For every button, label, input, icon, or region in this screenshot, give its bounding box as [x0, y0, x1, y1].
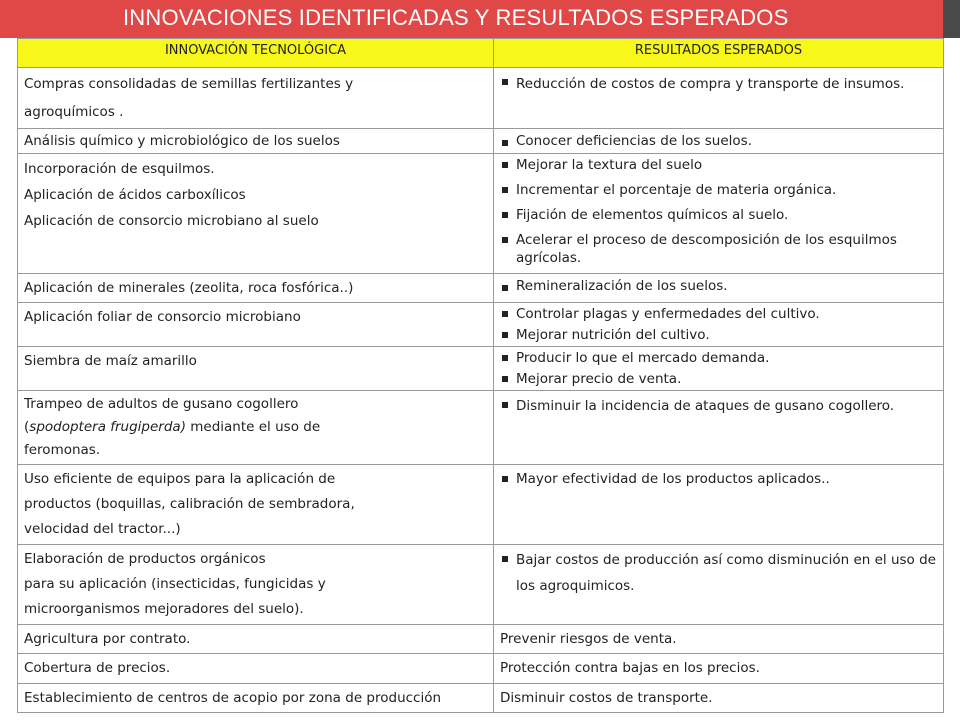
- table-row: [18, 391, 944, 465]
- innovation-cell: [18, 545, 494, 625]
- results-cell: Prevenir riesgos de venta.: [494, 625, 944, 654]
- innovation-line: feromonas.: [24, 442, 101, 458]
- result-item: Controlar plagas y enfermedades del cultivo.: [500, 305, 937, 323]
- innovation-cell: [18, 274, 494, 303]
- table-row: [18, 545, 944, 625]
- innovation-line: Incorporación de esquilmos.: [24, 161, 215, 177]
- innovation-line: velocidad del tractor...): [24, 521, 181, 537]
- innovation-text: mediante el uso de: [185, 419, 321, 435]
- innovation-line: Compras consolidadas de semillas fertilizantes y: [24, 76, 354, 92]
- innovation-line: Aplicación de minerales (zeolita, roca fosfórica..): [24, 280, 354, 296]
- innovation-line: agroquímicos .: [24, 104, 124, 120]
- title-bar: [0, 0, 960, 38]
- paren-open: (: [24, 419, 30, 435]
- innovation-line: Elaboración de productos orgánicos: [24, 551, 266, 567]
- result-item: Mayor efectividad de los productos aplicados..: [500, 467, 937, 491]
- results-cell: [494, 154, 944, 274]
- table-row: [18, 303, 944, 347]
- result-item: Fijación de elementos químicos al suelo.: [500, 206, 937, 224]
- table-row: [18, 129, 944, 154]
- innovation-cell: Establecimiento de centros de acopio por zona de producción: [18, 684, 494, 713]
- results-cell: [494, 465, 944, 545]
- innovation-cell: [18, 303, 494, 347]
- results-cell: [494, 545, 944, 625]
- innovation-line: microorganismos mejoradores del suelo).: [24, 601, 304, 617]
- corner-decoration: [943, 0, 960, 38]
- innovation-line: Siembra de maíz amarillo: [24, 353, 197, 369]
- innovation-cell: Cobertura de precios.: [18, 654, 494, 684]
- species-name: spodoptera frugiperda): [29, 419, 186, 435]
- results-cell: Protección contra bajas en los precios.: [494, 654, 944, 684]
- results-cell: [494, 129, 944, 154]
- result-item: Producir lo que el mercado demanda.: [500, 349, 937, 367]
- innovation-line: productos (boquillas, calibración de sembradora,: [24, 496, 355, 512]
- table-row: [18, 68, 944, 129]
- innovation-cell: [18, 154, 494, 274]
- innovation-line: Trampeo de adultos de gusano cogollero: [24, 396, 299, 412]
- result-item: Acelerar el proceso de descomposición de los esquilmos agrícolas.: [500, 231, 937, 267]
- innovation-line: Aplicación foliar de consorcio microbiano: [24, 309, 301, 325]
- innovation-line: Aplicación de consorcio microbiano al suelo: [24, 213, 319, 229]
- innovations-table: [17, 38, 944, 713]
- result-item: Reducción de costos de compra y transporte de insumos.: [500, 70, 937, 98]
- innovation-cell: [18, 129, 494, 154]
- result-item: Mejorar la textura del suelo: [500, 156, 937, 174]
- table-header-row: [18, 39, 944, 68]
- table-row: [18, 274, 944, 303]
- result-item: Conocer deficiencias de los suelos.: [500, 131, 937, 151]
- table-row: [18, 347, 944, 391]
- results-cell: [494, 274, 944, 303]
- innovation-line: Aplicación de ácidos carboxílicos: [24, 187, 246, 203]
- result-item: Incrementar el porcentaje de materia orgánica.: [500, 181, 937, 199]
- header-results: RESULTADOS ESPERADOS: [494, 39, 944, 68]
- table-row: [18, 684, 944, 713]
- table-row: [18, 625, 944, 654]
- results-cell: [494, 391, 944, 465]
- table-row: [18, 465, 944, 545]
- results-cell: [494, 303, 944, 347]
- result-item: Bajar costos de producción así como disminución en el uso de los agroquimicos.: [500, 547, 937, 599]
- result-item: Remineralización de los suelos.: [500, 276, 937, 296]
- result-item: Disminuir la incidencia de ataques de gusano cogollero.: [500, 393, 937, 420]
- header-innovation: INNOVACIÓN TECNOLÓGICA: [18, 39, 494, 68]
- innovation-line: Análisis químico y microbiológico de los suelos: [24, 133, 340, 149]
- innovation-cell: [18, 465, 494, 545]
- innovation-cell: [18, 391, 494, 465]
- page-title: INNOVACIONES IDENTIFICADAS Y RESULTADOS ESPERADOS: [123, 5, 789, 30]
- result-item: Mejorar nutrición del cultivo.: [500, 326, 937, 344]
- results-cell: Disminuir costos de transporte.: [494, 684, 944, 713]
- innovation-line: Uso eficiente de equipos para la aplicación de: [24, 471, 336, 487]
- result-item: Mejorar precio de venta.: [500, 370, 937, 388]
- results-cell: [494, 347, 944, 391]
- innovation-cell: [18, 68, 494, 129]
- innovation-cell: Agricultura por contrato.: [18, 625, 494, 654]
- innovation-line: [24, 416, 487, 439]
- innovation-cell: [18, 347, 494, 391]
- table-row: [18, 154, 944, 274]
- innovation-line: para su aplicación (insecticidas, fungicidas y: [24, 576, 326, 592]
- results-cell: [494, 68, 944, 129]
- table-row: [18, 654, 944, 684]
